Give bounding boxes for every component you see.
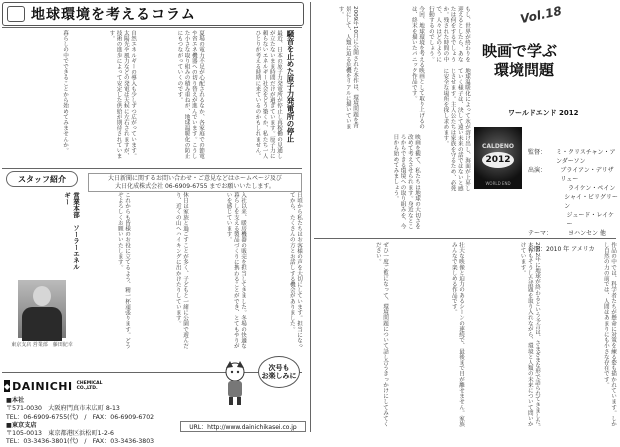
movie-intro: もし、世界が終わりを迎えるとしたら、あなたは何をするでしょうか。残された時間の中で、人々はどのように行動するのでしょう。 xyxy=(427,6,470,62)
credit-row xyxy=(528,166,618,184)
head-office-tel: TEL：06-6909-6755(代) / FAX：06-6909-6702 xyxy=(6,413,155,421)
credit-row xyxy=(528,211,618,229)
movie-para-8: ぜひ一度ご覧になって、環境問題について話し合うきっかけにしてみてください。 xyxy=(374,242,388,427)
logo-sub xyxy=(77,381,103,391)
credit-row xyxy=(528,193,618,211)
staff-para-1: 日頃から私たちはお客様の声を大切にしています。担当になってから、たくさんの方とお話しする機会がありました。 xyxy=(288,192,302,349)
head-office-label: ■本社 xyxy=(6,397,25,404)
movie-title-line-2: 環境問題 xyxy=(494,61,555,79)
credit-value: ブライアン・デリザリュー xyxy=(560,167,614,183)
movie-title-line-1: 映画で学ぶ xyxy=(482,42,558,60)
film-name: ワールドエンド 2012 xyxy=(508,109,579,117)
publish-info: 公開：2010 年 アメリカ xyxy=(528,246,595,253)
next-issue-bubble xyxy=(258,356,300,388)
head-office-address: 〒571-0030 大阪府門真市末広町 8-13 xyxy=(6,405,120,413)
credit-value: ミ・クリスチャン・アンダーソン xyxy=(555,149,616,165)
movie-para-5: 作品の中では、科学者たちが懸命に対策を練る姿も描かれています。しかし自然の力の前では、人間はあまりにも小さな存在です。 xyxy=(602,242,616,427)
movie-para-6: 2012年に地球が終わるという予言は、さまざまな形で語られてきました。本作もそうした話題を取り入れながら、環境と人類の未来について問いかけています。 xyxy=(519,242,540,430)
staff-para-2: 入社以来、暖房機器の販売を担当してきました。冬場の快適な暮らしを支える製品づくりに携わることができ、とてもやりがいを感じています。 xyxy=(225,192,246,349)
portrait-suit xyxy=(22,307,62,341)
notice-line-1: 大日新聞に関するお問い合わせ・ご意見などはホームページ及び xyxy=(108,175,282,182)
article-para-4: 暮らしの中でできることから始めてみませんか。 xyxy=(62,30,68,154)
movie-poster xyxy=(474,127,522,189)
logo-sub-1: CHEMICAL xyxy=(76,381,103,386)
tokyo-branch-label: ■東京支店 xyxy=(6,421,37,429)
logo-sub-2: CO.,LTD. xyxy=(76,386,98,391)
divider-top xyxy=(2,27,302,28)
movie-section-title xyxy=(482,42,557,80)
portrait-head xyxy=(33,286,51,306)
bubble-line-2: お楽しみに xyxy=(261,372,297,380)
company-url[interactable]: URL：http://www.dainichikasei.co.jp xyxy=(180,421,306,432)
staff-department: 営業本部 ソーラーエネルギー xyxy=(63,192,80,270)
movie-para-2: 2009年10月に公開された本作は、環境問題を背景にして、人類に迫る危機をリアルに描いています。 xyxy=(337,6,358,130)
bubble-line-1: 次号も xyxy=(268,364,290,372)
company-logo xyxy=(4,378,103,394)
company-addresses xyxy=(6,397,176,447)
credit-value: ヨハンセン 他 xyxy=(568,230,606,237)
credit-key xyxy=(528,193,564,211)
credit-value: シャイ・ビリグリーン xyxy=(564,194,618,210)
divider-right xyxy=(314,238,616,239)
article-headline: 騒音を止めた原子力発電所の停止 xyxy=(286,30,295,143)
volume-badge: Vol.18 xyxy=(519,3,564,27)
logo-mark-icon: ◆ xyxy=(4,381,11,391)
article-para-2: 夏場の電力不足が心配されるなか、各家庭での節電や省エネ機器への切り替えが進んでいます。こうした小さな取り組みの積み重ねが、地球温暖化の防止にもつながっていくのです。 xyxy=(176,30,204,159)
credit-row xyxy=(528,184,618,193)
staff-photo xyxy=(18,280,66,338)
staff-para-3: 休日は家族と過ごすことが多く、子どもと一緒に公園で遊んだり、近くの山へハイキングに出かけたりしています。 xyxy=(174,192,188,349)
column-title: 地球環境を考えるコラム xyxy=(31,7,196,23)
poster-title: CALDENO xyxy=(481,143,515,150)
page-gutter xyxy=(310,2,311,432)
article-para-3: 自然エネルギーの導入も少しずつ広がっています。太陽光や風力などの発電は天候に左右されますが、技術の進歩によって安定した供給が期待されています。 xyxy=(108,30,136,159)
credit-key xyxy=(528,184,568,193)
divider-mid xyxy=(2,168,302,169)
movie-para-1: 今回、地球環境を考える映画として取り上げるのは、終末を描いたパニック作品です。 xyxy=(410,6,424,130)
header-pill-icon xyxy=(7,6,25,22)
column-header xyxy=(2,2,304,26)
credit-key xyxy=(528,211,567,229)
movie-para-7: 壮大な映像と迫力のあるシーンの連続で、最後まで目が離せません。家族みんなで楽しめる作品です。 xyxy=(450,242,464,427)
credit-row xyxy=(528,148,618,166)
staff-intro-label: スタッフ紹介 xyxy=(6,171,78,187)
notice-line-2: 大日化成株式会社 06-6909-6755 までお願いいたします。 xyxy=(115,182,275,190)
staff-caption: 東京支店 営業部 藤田紀幸 xyxy=(11,342,73,348)
credit-key: 監督： xyxy=(528,149,547,156)
credit-row xyxy=(528,229,618,238)
logo-name: DAINICHI xyxy=(12,379,73,393)
credit-key: 出演： xyxy=(528,167,547,174)
credit-key: テーマ： xyxy=(528,230,553,237)
mascot-icon xyxy=(220,360,250,406)
poster-copy: WORLD END xyxy=(485,181,511,186)
contact-notice xyxy=(88,173,302,192)
credit-value: ライケン・ペイン xyxy=(568,185,616,192)
poster-year: 2012 xyxy=(482,152,514,168)
movie-para-4: 映画を観て、私たちは地球の大切さを改めて考えさせられます。身近なところからできる環境への取り組みを、今日から始めてみましょう。 xyxy=(392,134,420,230)
movie-para-3: 地球温暖化によって氷が溶け出し、海面が上昇していく様子は、決して遠い未来の話ではないと感じさせます。主人公たちは家族を守るため、必死に安全な場所を探し求めます。 xyxy=(442,68,470,192)
staff-para-4: これからも皆様のお役に立てるよう、精一杯頑張ります。どうぞよろしくお願いいたします。 xyxy=(116,192,130,349)
tokyo-branch-tel: TEL：03-3436-3801(代) / FAX：03-3436-3803 xyxy=(6,438,155,446)
credit-value: ジュード・レイケー xyxy=(566,212,614,228)
tokyo-branch-address: 〒105-0013 東京都港区浜松町1-2-6 xyxy=(6,430,114,438)
divider-footer xyxy=(2,372,302,373)
article-para-1: 最近、日本の原子力発電所が停止し再稼働の見通しが立たないまま時間だけが過ぎています。原子力に頼らないエネルギー社会をどう築くか、私たち一人ひとりが考える時期に来ているのかもしれません。 xyxy=(254,30,282,159)
